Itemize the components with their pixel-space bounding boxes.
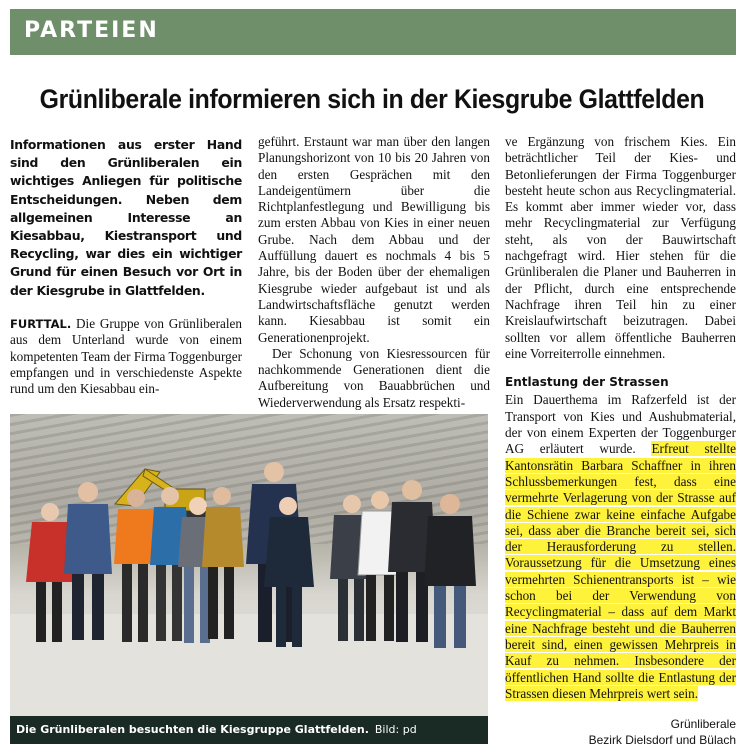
body-column-1 <box>10 316 242 397</box>
person-2 <box>64 482 112 640</box>
paragraph-1-part-a: Die Gruppe von Grünliberalen aus dem Unterland wurde von einem kompetenten Team der Firma Toggenburger empfangen und in verschiedenste Aspekte rund um den Kiesabbau ein- <box>10 316 242 397</box>
person-12 <box>424 494 476 648</box>
group-of-people <box>10 414 488 716</box>
body-column-2 <box>258 134 490 411</box>
dateline-kicker: FURTTAL. <box>10 317 72 331</box>
person-3 <box>114 489 158 642</box>
caption-text: Die Grünliberalen besuchten die Kiesgruppe Glattfelden. <box>16 723 369 736</box>
article-lead: Informationen aus erster Hand sind den Grünliberalen ein wichtiges Anliegen für politische Entscheidungen. Neben dem allgemeinen Interesse an Kiesabbau, Kiestransport und Recycling, war dies ein wichtiger Grund für einen Besuch vor Ort in der Kiesgrube in Glattfelden. <box>10 137 242 298</box>
signature-line-2: Bezirk Dielsdorf und Bülach <box>588 733 736 747</box>
author-signature <box>589 716 736 748</box>
signature-line-1: Grünliberale <box>670 717 736 731</box>
paragraph-3: Ein Dauerthema im Rafzerfeld ist der Transport von Kies und Aushubmaterial, der von einem Experten der Toggenburger AG erläutert wurde. <box>505 392 736 457</box>
group-photo <box>10 414 488 716</box>
photo-caption <box>10 716 488 744</box>
paragraph-2-part-a: Der Schonung von Kiesressourcen für nachkommende Generationen dient die Aufbereitung von Bauabbrüchen und Wiederverwendung als Ersatz respekti- <box>258 345 490 410</box>
photo-credit: Bild: pd <box>374 723 417 736</box>
paragraph-2-part-b: ve Ergänzung von frischem Kies. Ein beträchtlicher Teil der Kies- und Betonlieferungen der Firma Toggenburger besteht heute schon aus Recyclingmaterial. Es kommt aber immer wieder vor, dass mehr Recyclingmaterial zur Verfügung steht, als von der Bauwirtschaft nachgefragt wird. Hier stehen für die Grünliberalen die Planer und Bauherren in der Pflicht, durch eine entsprechende Nachfrage ihren Teil hin zu einer Kreislaufwirtschaft beizutragen. Dabei sollten vor allem öffentliche Bauherren eine Vorreiterrolle einnehmen. <box>505 134 736 361</box>
person-6 <box>202 487 244 639</box>
section-label: PARTEIEN <box>24 18 159 43</box>
paragraph-1-part-b: geführt. Erstaunt war man über den langen Planungshorizont von 10 bis 20 Jahren von den ersten Gesprächen mit den Landeigentümern über die Richtplanfestlegung und Bewilligung bis zum ersten Abbau von Kies in einer neuen Grube. Nach dem Abbau und der Auffüllung dauert es nochmals 4 bis 5 Jahre, bis der Boden über der ehemaligen Kiesgrube wieder aufgebaut ist und als Landwirtschaftsfläche genutzt werden kann. Kiesabbau ist somit ein Generationenprojekt. <box>258 134 490 345</box>
highlighted-passage: Erfreut stellte Kantonsrätin Barbara Schaffner in ihren Schlussbemerkungen fest, dass eine vermehrte Verlagerung von der Strasse auf die Schiene zwar keine einfache Aufgabe sei, dass aber die Branche bereit sei, sich der Herausforderung zu stellen. Voraussetzung für die Umsetzung eines vermehrten Schienentransports ist – wie schon bei der Verwendung von Recyclingmaterial – dass auf dem Markt eine Nachfrage besteht und die Bauherren bereit sind, einen gewissen Mehrpreis in Kauf zu nehmen. Insbesondere der öffentlichen Hand sollte die Entlastung der Strassen diesen Mehrpreis wert sein. <box>505 441 737 701</box>
body-column-3 <box>505 134 736 702</box>
section-bar <box>10 9 736 55</box>
subheading: Entlastung der Strassen <box>505 375 669 390</box>
article-headline: Grünliberale informieren sich in der Kiesgrube Glattfelden <box>39 84 705 114</box>
